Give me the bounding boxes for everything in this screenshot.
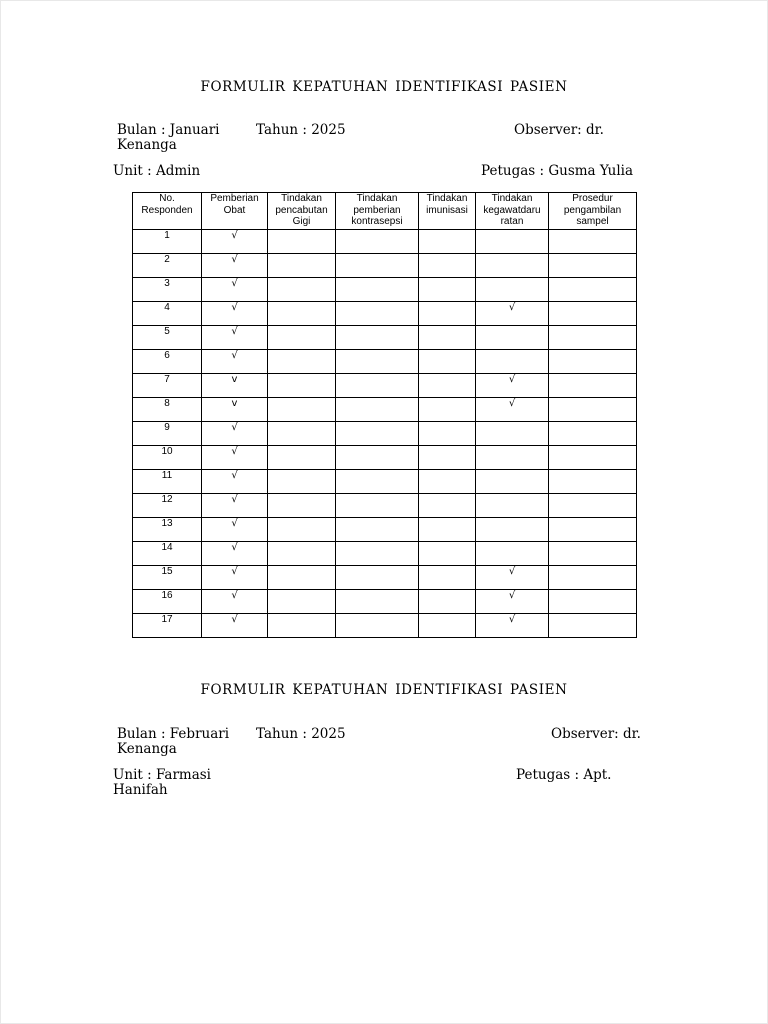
- check-cell: [419, 422, 476, 446]
- respondent-number: 10: [133, 446, 202, 470]
- check-cell: [549, 542, 637, 566]
- check-cell: [419, 470, 476, 494]
- check-cell: [419, 350, 476, 374]
- check-cell: [336, 590, 419, 614]
- check-cell: [419, 494, 476, 518]
- check-cell: [476, 518, 549, 542]
- check-cell: [419, 230, 476, 254]
- check-cell: [549, 254, 637, 278]
- check-cell: [336, 302, 419, 326]
- check-cell: [419, 398, 476, 422]
- check-cell: [419, 614, 476, 638]
- check-cell: [549, 326, 637, 350]
- check-cell: v: [202, 374, 268, 398]
- respondent-number: 6: [133, 350, 202, 374]
- column-header-line: No.: [159, 193, 175, 204]
- check-cell: [476, 422, 549, 446]
- column-header-line: sampel: [576, 216, 609, 227]
- check-cell: [268, 230, 336, 254]
- check-cell: [476, 446, 549, 470]
- table-row: [133, 542, 637, 566]
- check-cell: [419, 302, 476, 326]
- check-cell: [268, 350, 336, 374]
- respondent-number: 13: [133, 518, 202, 542]
- check-cell: √: [202, 518, 268, 542]
- check-cell: √: [476, 590, 549, 614]
- check-cell: √: [476, 614, 549, 638]
- table-row: [133, 446, 637, 470]
- check-cell: [549, 614, 637, 638]
- form2-observer-name: Kenanga: [117, 741, 177, 757]
- table-row: [133, 302, 637, 326]
- column-header-line: Tindakan: [491, 193, 533, 204]
- check-cell: [549, 230, 637, 254]
- check-cell: [549, 566, 637, 590]
- respondent-number: 15: [133, 566, 202, 590]
- check-cell: [336, 398, 419, 422]
- column-header-line: kegawatdaru: [483, 204, 541, 216]
- check-cell: √: [202, 254, 268, 278]
- check-cell: [549, 398, 637, 422]
- check-cell: [419, 590, 476, 614]
- check-cell: [336, 566, 419, 590]
- check-cell: √: [202, 542, 268, 566]
- check-cell: [268, 374, 336, 398]
- table-row: [133, 326, 637, 350]
- check-cell: [419, 374, 476, 398]
- table-row: [133, 566, 637, 590]
- check-cell: [476, 494, 549, 518]
- check-cell: [549, 302, 637, 326]
- check-cell: [268, 398, 336, 422]
- check-cell: [336, 542, 419, 566]
- column-header-line: imunisasi: [426, 204, 468, 216]
- check-cell: [268, 542, 336, 566]
- form2-petugas: Petugas : Apt.: [516, 767, 612, 783]
- check-cell: √: [202, 614, 268, 638]
- respondent-number: 7: [133, 374, 202, 398]
- table-header-row: [133, 193, 637, 230]
- column-header-line: Tindakan: [281, 193, 322, 204]
- check-cell: [419, 254, 476, 278]
- form1-observer: Observer: dr.: [514, 122, 604, 138]
- check-cell: [336, 350, 419, 374]
- check-cell: [268, 422, 336, 446]
- table-row: [133, 590, 637, 614]
- check-cell: [268, 470, 336, 494]
- check-cell: [336, 470, 419, 494]
- check-cell: [336, 614, 419, 638]
- respondent-number: 8: [133, 398, 202, 422]
- column-header-line: pengambilan: [563, 204, 622, 216]
- check-cell: √: [476, 302, 549, 326]
- form2-tahun: Tahun : 2025: [256, 726, 346, 742]
- respondent-number: 16: [133, 590, 202, 614]
- check-cell: [549, 590, 637, 614]
- check-cell: √: [476, 374, 549, 398]
- column-header-line: pemberian: [353, 204, 401, 216]
- check-cell: [419, 518, 476, 542]
- column-header-line: Pemberian: [210, 193, 259, 204]
- check-cell: [476, 278, 549, 302]
- respondent-number: 4: [133, 302, 202, 326]
- check-cell: [268, 446, 336, 470]
- check-cell: [336, 446, 419, 470]
- compliance-table: [132, 192, 637, 638]
- table-row: [133, 230, 637, 254]
- table-row: [133, 278, 637, 302]
- check-cell: √: [202, 302, 268, 326]
- table-row: [133, 422, 637, 446]
- table-row: [133, 374, 637, 398]
- check-cell: √: [202, 494, 268, 518]
- column-header: [268, 193, 336, 230]
- column-header: [202, 193, 268, 230]
- form2-observer: Observer: dr.: [551, 726, 641, 742]
- form1-bulan: Bulan : Januari: [117, 122, 220, 138]
- column-header-line: pencabutan: [275, 204, 328, 216]
- table-row: [133, 614, 637, 638]
- check-cell: [549, 470, 637, 494]
- table-row: [133, 518, 637, 542]
- check-cell: [419, 326, 476, 350]
- respondent-number: 5: [133, 326, 202, 350]
- check-cell: [549, 374, 637, 398]
- check-cell: [476, 326, 549, 350]
- check-cell: [268, 590, 336, 614]
- check-cell: [549, 518, 637, 542]
- form1-tahun: Tahun : 2025: [256, 122, 346, 138]
- check-cell: [336, 518, 419, 542]
- check-cell: [549, 350, 637, 374]
- respondent-number: 14: [133, 542, 202, 566]
- respondent-number: 12: [133, 494, 202, 518]
- check-cell: v: [202, 398, 268, 422]
- check-cell: [268, 278, 336, 302]
- check-cell: [336, 326, 419, 350]
- check-cell: [476, 254, 549, 278]
- column-header: [133, 193, 202, 230]
- check-cell: √: [202, 470, 268, 494]
- check-cell: [549, 422, 637, 446]
- column-header-line: Obat: [223, 204, 246, 216]
- check-cell: [336, 278, 419, 302]
- check-cell: [476, 542, 549, 566]
- respondent-number: 3: [133, 278, 202, 302]
- check-cell: [336, 422, 419, 446]
- check-cell: [268, 518, 336, 542]
- respondent-number: 11: [133, 470, 202, 494]
- form1-petugas: Petugas : Gusma Yulia: [481, 163, 634, 179]
- column-header-line: Responden: [141, 204, 193, 216]
- check-cell: √: [202, 566, 268, 590]
- form2-title: FORMULIR KEPATUHAN IDENTIFIKASI PASIEN: [200, 682, 568, 698]
- check-cell: [476, 470, 549, 494]
- check-cell: √: [202, 422, 268, 446]
- respondent-number: 17: [133, 614, 202, 638]
- check-cell: [336, 374, 419, 398]
- check-cell: [268, 302, 336, 326]
- check-cell: √: [202, 350, 268, 374]
- form1-observer-name: Kenanga: [117, 137, 177, 153]
- column-header-line: Prosedur: [572, 193, 613, 204]
- column-header-line: Tindakan: [426, 193, 468, 204]
- check-cell: √: [476, 566, 549, 590]
- check-cell: √: [202, 590, 268, 614]
- respondent-number: 2: [133, 254, 202, 278]
- table-row: [133, 350, 637, 374]
- table-row: [133, 494, 637, 518]
- column-header-line: Gigi: [292, 216, 311, 227]
- check-cell: [419, 566, 476, 590]
- check-cell: [336, 230, 419, 254]
- table-row: [133, 254, 637, 278]
- column-header-line: Tindakan: [356, 193, 398, 204]
- check-cell: [549, 446, 637, 470]
- check-cell: [419, 446, 476, 470]
- respondent-number: 1: [133, 230, 202, 254]
- check-cell: [336, 254, 419, 278]
- check-cell: √: [202, 326, 268, 350]
- check-cell: [268, 254, 336, 278]
- check-cell: [336, 494, 419, 518]
- form2-petugas-name: Hanifah: [113, 782, 168, 798]
- check-cell: [268, 614, 336, 638]
- check-cell: [268, 566, 336, 590]
- form1-unit: Unit : Admin: [113, 163, 201, 179]
- check-cell: [419, 542, 476, 566]
- check-cell: [549, 278, 637, 302]
- check-cell: √: [202, 230, 268, 254]
- check-cell: √: [202, 278, 268, 302]
- column-header: [549, 193, 637, 230]
- form2-unit: Unit : Farmasi: [113, 767, 211, 783]
- column-header: [336, 193, 419, 230]
- column-header-line: kontrasepsi: [351, 216, 403, 227]
- column-header-line: ratan: [500, 216, 524, 227]
- form2-bulan: Bulan : Februari: [117, 726, 230, 742]
- table-row: [133, 398, 637, 422]
- column-header: [419, 193, 476, 230]
- check-cell: [419, 278, 476, 302]
- table-row: [133, 470, 637, 494]
- respondent-number: 9: [133, 422, 202, 446]
- check-cell: [476, 230, 549, 254]
- check-cell: [476, 350, 549, 374]
- form1-title: FORMULIR KEPATUHAN IDENTIFIKASI PASIEN: [200, 79, 568, 95]
- check-cell: [549, 494, 637, 518]
- check-cell: √: [476, 398, 549, 422]
- check-cell: √: [202, 446, 268, 470]
- check-cell: [268, 494, 336, 518]
- check-cell: [268, 326, 336, 350]
- column-header: [476, 193, 549, 230]
